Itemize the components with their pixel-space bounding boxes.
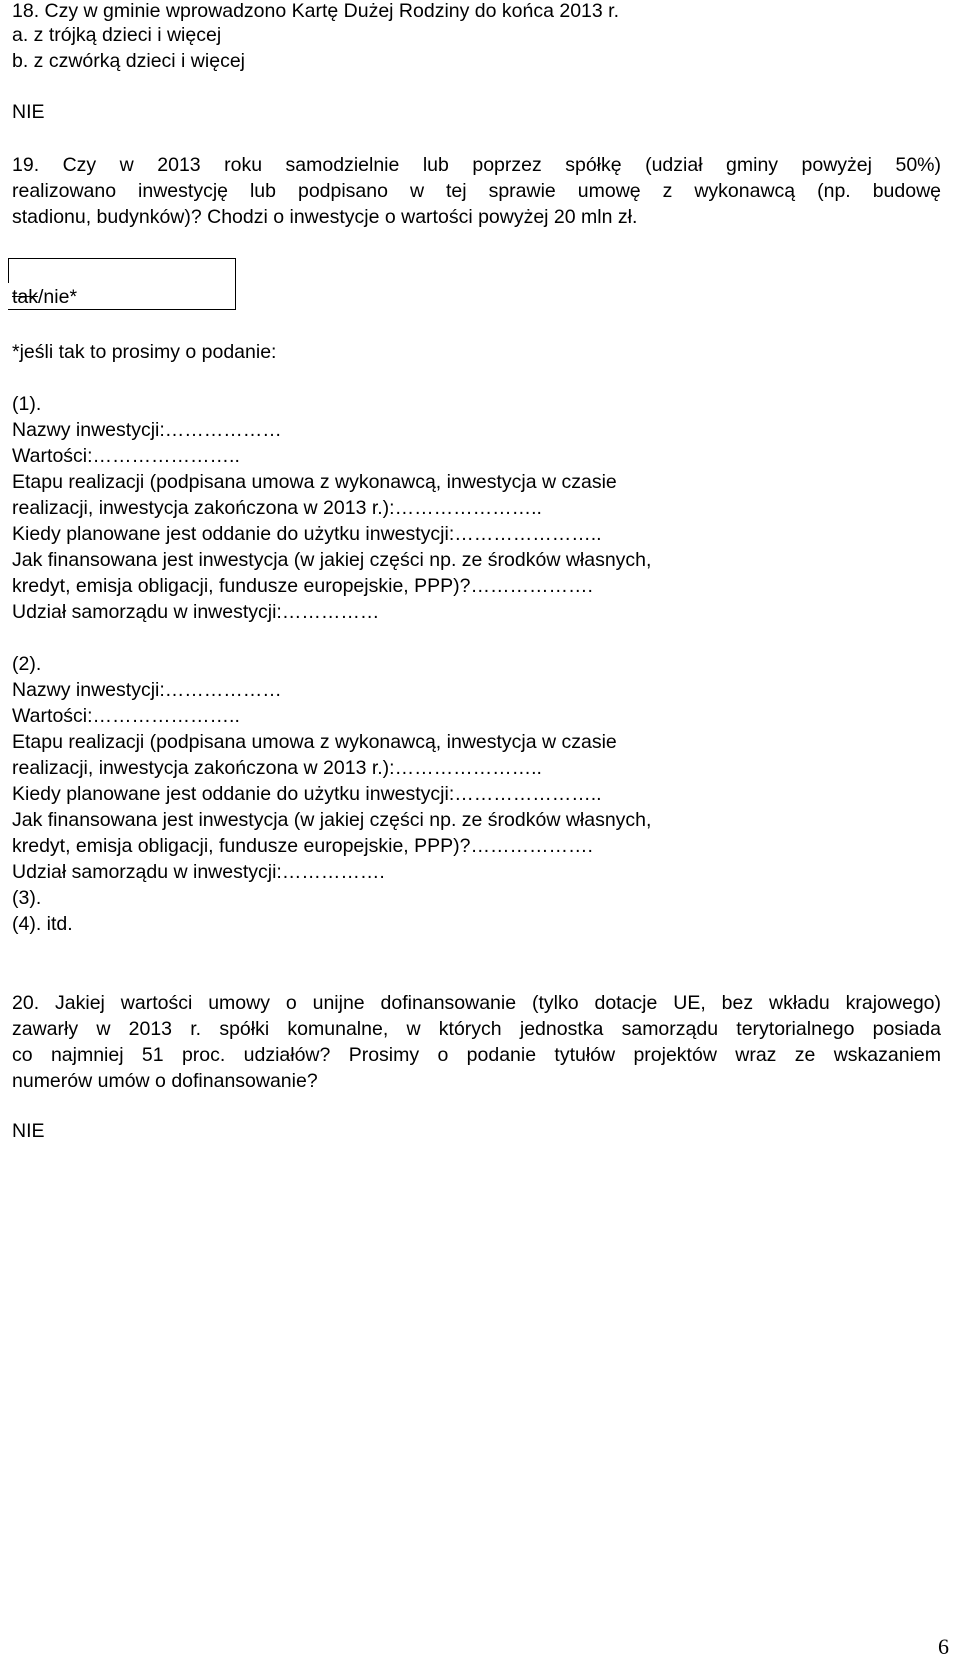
item2-number: (2). (12, 653, 42, 675)
item2-jak-line-1: Jak finansowana jest inwestycja (w jakiej części np. ze środków własnych, (12, 809, 652, 831)
item3-number: (3). (12, 887, 42, 909)
item1-kiedy: Kiedy planowane jest oddanie do użytku inwestycji:………………….. (12, 523, 602, 545)
q19-line-2: realizowano inwestycję lub podpisano w tej sprawie umowę z wykonawcą (np. budowę (12, 180, 941, 202)
q19-line-1: 19. Czy w 2013 roku samodzielnie lub poprzez spółkę (udział gminy powyżej 50%) (12, 154, 941, 176)
item1-udzial: Udział samorządu w inwestycji:…………… (12, 601, 380, 623)
q18-option-a: a. z trójką dzieci i więcej (12, 24, 222, 46)
q19-line-3: stadionu, budynków)? Chodzi o inwestycje o wartości powyżej 20 mln zł. (12, 206, 638, 228)
q18-option-b: b. z czwórką dzieci i więcej (12, 50, 245, 72)
item2-udzial: Udział samorządu w inwestycji:……………. (12, 861, 385, 883)
item1-etap-line-1: Etapu realizacji (podpisana umowa z wykonawcą, inwestycja w czasie (12, 471, 617, 493)
item2-kiedy: Kiedy planowane jest oddanie do użytku inwestycji:………………….. (12, 783, 602, 805)
q18-title: 18. Czy w gminie wprowadzono Kartę Dużej Rodziny do końca 2013 r. (12, 0, 619, 22)
q20-line-3: co najmniej 51 proc. udziałów? Prosimy o podanie tytułów projektów wraz ze wskazaniem (12, 1044, 941, 1066)
item2-nazwy: Nazwy inwestycji:……………… (12, 679, 282, 701)
q20-line-2: zawarły w 2013 r. spółki komunalne, w których jednostka samorządu terytorialnego posiada (12, 1018, 941, 1040)
q19-answer-rest: /nie* (38, 286, 78, 308)
item1-wartosci: Wartości:………………….. (12, 445, 240, 467)
q19-note: *jeśli tak to prosimy o podanie: (12, 341, 277, 363)
item2-etap-line-1: Etapu realizacji (podpisana umowa z wykonawcą, inwestycja w czasie (12, 731, 617, 753)
q20-answer: NIE (12, 1120, 45, 1142)
item1-number: (1). (12, 393, 42, 415)
q19-answer-struck: tak (12, 286, 39, 308)
item1-nazwy: Nazwy inwestycji:……………… (12, 419, 282, 441)
q20-line-1: 20. Jakiej wartości umowy o unijne dofinansowanie (tylko dotacje UE, bez wkładu krajowego) (12, 992, 941, 1014)
item4-number: (4). itd. (12, 913, 73, 935)
item1-etap-line-2: realizacji, inwestycja zakończona w 2013 r.):………………….. (12, 497, 542, 519)
q19-answer (12, 284, 77, 310)
page-number: 6 (938, 1634, 949, 1659)
item2-wartosci: Wartości:………………….. (12, 705, 240, 727)
item2-jak-line-2: kredyt, emisja obligacji, fundusze europejskie, PPP)?………………. (12, 835, 593, 857)
item2-etap-line-2: realizacji, inwestycja zakończona w 2013 r.):………………….. (12, 757, 542, 779)
item1-jak-line-1: Jak finansowana jest inwestycja (w jakiej części np. ze środków własnych, (12, 549, 652, 571)
q20-line-4: numerów umów o dofinansowanie? (12, 1070, 318, 1092)
q18-answer: NIE (12, 101, 45, 123)
item1-jak-line-2: kredyt, emisja obligacji, fundusze europejskie, PPP)?………………. (12, 575, 593, 597)
